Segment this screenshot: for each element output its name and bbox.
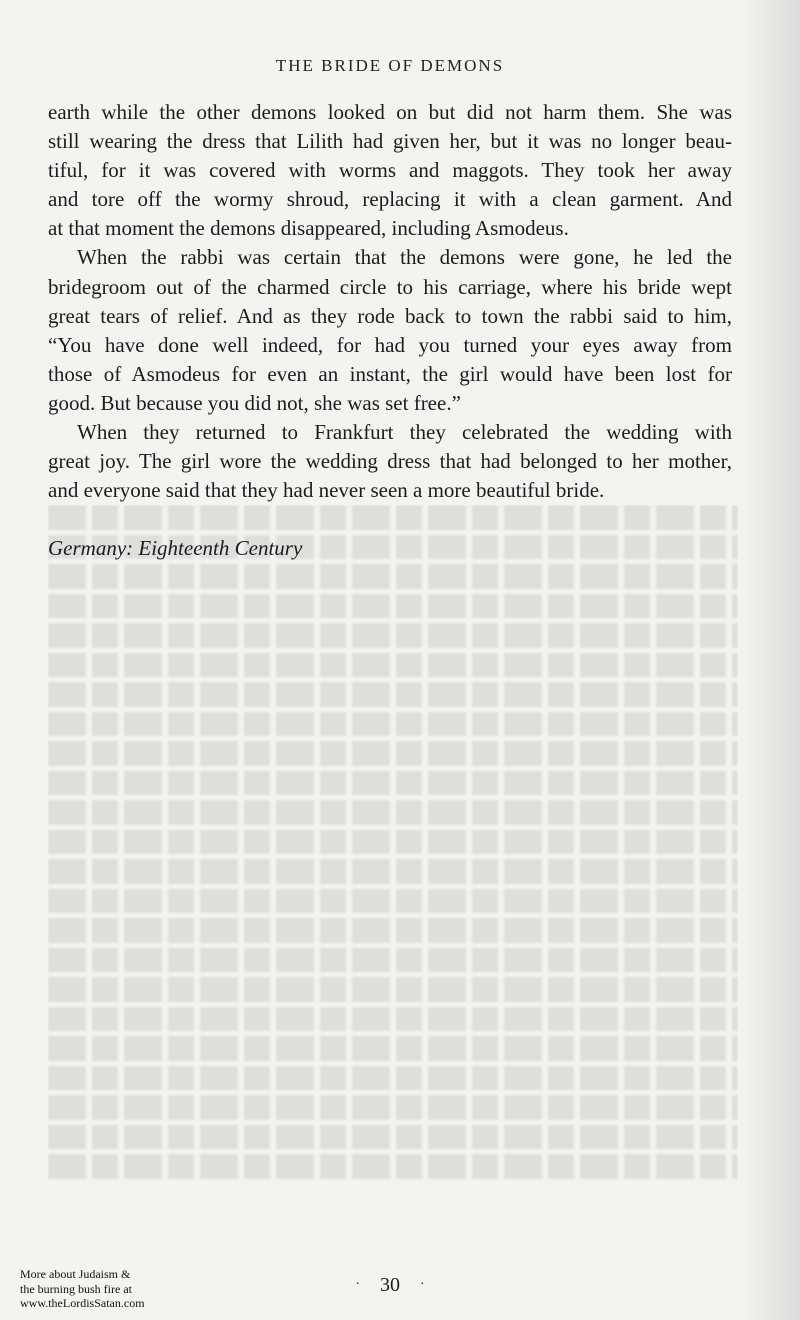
- text-line: bridegroom out of the charmed circle to his carriage, where his bride wept: [48, 274, 732, 299]
- story-text: [48, 98, 732, 505]
- text-line: and everyone said that they had never seen a more beautiful bride.: [48, 478, 605, 503]
- text-line: at that moment the demons disappeared, including Asmodeus.: [48, 216, 569, 241]
- text-line: tiful, for it was covered with worms and maggots. They took her away: [48, 158, 732, 183]
- text-line: great joy. The girl wore the wedding dress that had belonged to her mother,: [48, 449, 732, 474]
- credit-line: the burning bush fire at: [20, 1281, 132, 1296]
- page-edge-shadow: [740, 0, 800, 1320]
- text-line: great tears of relief. And as they rode back to town the rabbi said to him,: [48, 303, 732, 328]
- text-line: good. But because you did not, she was set free.”: [48, 390, 461, 415]
- folio-dot-left: ·: [355, 1277, 360, 1292]
- credit-line: More about Judaism &: [20, 1267, 131, 1281]
- text-line: When they returned to Frankfurt they celebrated the wedding with: [77, 420, 732, 445]
- running-head: THE BRIDE OF DEMONS: [275, 56, 505, 75]
- text-line: earth while the other demons looked on but did not harm them. She was: [48, 100, 732, 124]
- text-line: still wearing the dress that Lilith had given her, but it was no longer beau-: [48, 129, 732, 154]
- website-credit: [20, 1267, 145, 1311]
- text-line: “You have done well indeed, for had you turned your eyes away from: [48, 332, 732, 357]
- page-number-value: 30: [380, 1274, 400, 1296]
- show-through-texture: [48, 505, 738, 1205]
- page-number: [330, 1274, 450, 1297]
- story-attribution: Germany: Eighteenth Century: [48, 536, 303, 560]
- text-line: When the rabbi was certain that the demons were gone, he led the: [77, 245, 732, 270]
- credit-url: www.theLordisSatan.com: [20, 1296, 145, 1310]
- text-line: those of Asmodeus for even an instant, the girl would have been lost for: [48, 361, 732, 386]
- text-line: and tore off the wormy shroud, replacing it with a clean garment. And: [48, 187, 732, 212]
- folio-dot-right: ·: [420, 1277, 425, 1292]
